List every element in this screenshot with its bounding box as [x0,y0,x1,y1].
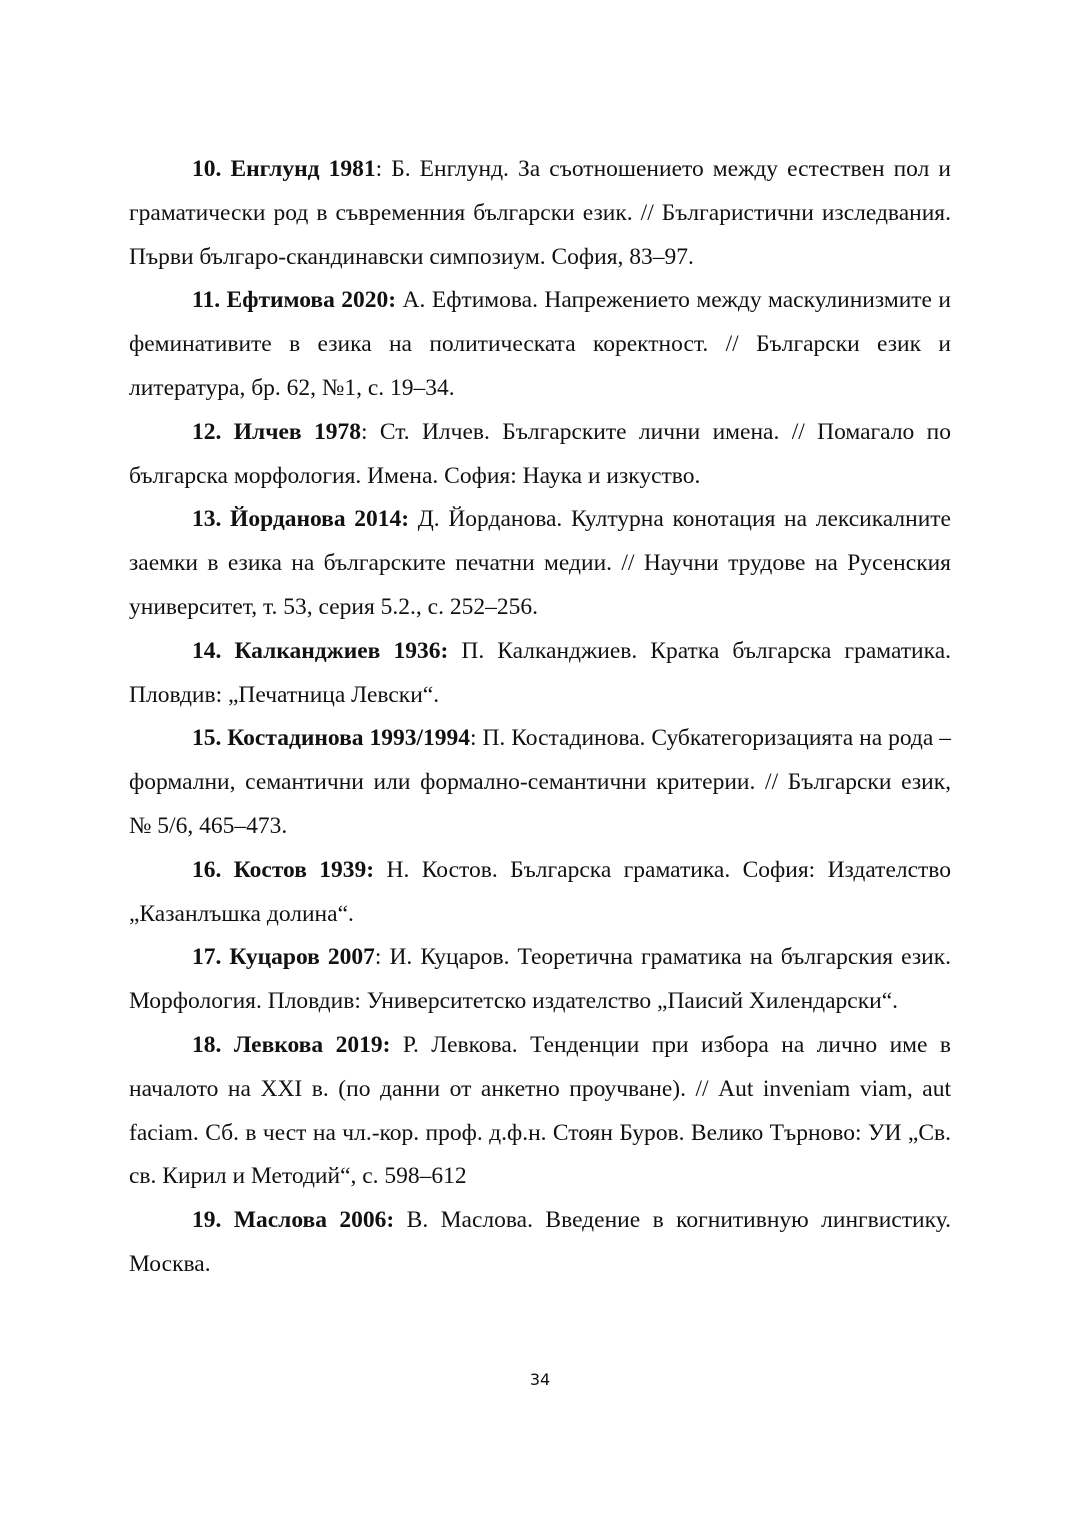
reference-text: Р. Левкова. Тенденции при избора на лично име в началото на XXI в. (по данни от анкетно проучване). // Aut inveniam viam, aut faciam. Сб. в чест на чл.-кор. проф. д.ф.н. Стоян Буров. Велико Търново: УИ „Св. св. Кирил и Методий“, с. 598–612 [129,1031,951,1190]
reference-text: Н. Костов. Българска граматика. София: Издателство „Казанлъшка долина“. [129,856,951,927]
reference-entry [129,936,951,1024]
reference-entry [129,148,951,279]
reference-text: П. Костадинова. Субкатегоризацията на рода – формални, семантични или формално-семантични критерии. // Български език, № 5/6, 465–473. [129,725,951,839]
reference-entry [129,849,951,937]
reference-key: 10. Енглунд 1981 [192,156,376,182]
reference-entry [129,630,951,718]
reference-entry [129,498,951,629]
reference-text: И. Куцаров. Теоретична граматика на българския език. Морфология. Пловдив: Университетско издателство „Паисий Хилендарски“. [129,944,952,1015]
reference-key: 13. Йорданова 2014: [192,506,410,533]
reference-text: Б. Енглунд. За съотношението между естествен пол и граматически род в съвременния български език. // Българистични изследвания. Първи българо-скандинавски симпозиум. София, 83–97. [129,156,951,270]
reference-text: А. Ефтимова. Напрежението между маскулинизмите и феминативите в езика на политическата коректност. // Български език и литература, бр. 62, №1, с. 19–34. [129,287,951,401]
reference-text: Д. Йорданова. Културна конотация на лексикалните заемки в езика на българските печатни медии. // Научни трудове на Русенския университет, т. 53, серия 5.2., с. 252–256. [129,506,951,620]
reference-key: 16. Костов 1939: [192,856,375,883]
reference-key: 11. Ефтимова 2020: [192,287,397,314]
reference-list [129,148,951,1287]
reference-entry [129,1199,951,1287]
reference-entry [129,1024,951,1199]
page-number: 34 [529,1370,551,1389]
reference-separator: : [374,944,382,971]
reference-key: 14. Калканджиев 1936: [192,637,449,664]
reference-text: В. Маслова. Введение в когнитивную лингвистику. Москва. [129,1207,951,1277]
reference-key: 15. Костадинова 1993/1994 [192,725,470,752]
reference-entry [129,717,951,848]
reference-entry [129,279,951,410]
reference-text: П. Калканджиев. Кратка българска граматика. Пловдив: „Печатница Левски“. [129,637,951,708]
reference-entry [129,411,951,499]
reference-key: 12. Илчев 1978 [192,418,361,445]
reference-separator: : [469,725,477,752]
reference-text: Ст. Илчев. Българските лични имена. // Помагало по българска морфология. Имена. София: Наука и изкуство. [129,418,951,489]
reference-key: 17. Куцаров 2007 [192,944,375,971]
reference-separator: : [375,156,383,182]
reference-separator: : [360,418,368,445]
reference-key: 18. Левкова 2019: [192,1031,391,1058]
reference-key: 19. Маслова 2006: [192,1207,395,1234]
